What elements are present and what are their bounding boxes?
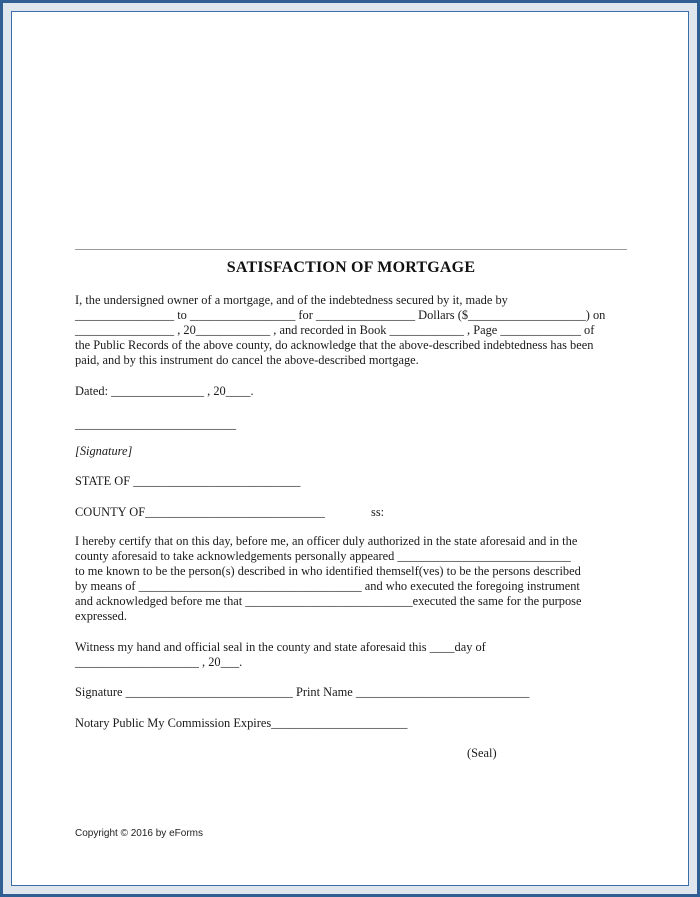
paragraph1-line: paid, and by this instrument do cancel the above-described mortgage. [75, 353, 419, 367]
paragraph2-line: by means of ____________________________________ and who executed the foregoing instrument [75, 579, 580, 593]
paragraph1-line: the Public Records of the above county, do acknowledge that the above-described indebtedness has been [75, 338, 594, 352]
paragraph2-line: I hereby certify that on this day, before me, an officer duly authorized in the state aforesaid and in the [75, 534, 578, 548]
paragraph1-line: ________________ , 20____________ , and recorded in Book ____________ , Page _____________ of [75, 323, 595, 337]
witness-line: Witness my hand and official seal in the county and state aforesaid this ____day of [75, 640, 486, 654]
copyright-notice: Copyright © 2016 by eForms [75, 828, 203, 839]
witness-line: ____________________ , 20___. [75, 655, 243, 669]
notary-line: Notary Public My Commission Expires______________________ [75, 716, 408, 730]
paragraph1-line: ________________ to _________________ for ________________ Dollars ($___________________) on [75, 308, 606, 322]
signature-label: [Signature] [75, 444, 133, 458]
seal-label: (Seal) [467, 746, 497, 760]
paragraph2-line: expressed. [75, 609, 127, 623]
dated-line: Dated: _______________ , 20____. [75, 384, 254, 398]
paragraph2-line: county aforesaid to take acknowledgements personally appeared ____________________________ [75, 549, 571, 563]
paragraph1-line: I, the undersigned owner of a mortgage, and of the indebtedness secured by it, made by [75, 293, 508, 307]
paragraph2-line: and acknowledged before me that ___________________________executed the same for the purpose [75, 594, 582, 608]
ss-label: ss: [371, 505, 385, 519]
document-page [12, 12, 688, 885]
state-line: STATE OF ___________________________ [75, 474, 301, 488]
county-line: COUNTY OF_____________________________ [75, 505, 325, 519]
signature-print-line: Signature ___________________________ Print Name ____________________________ [75, 685, 530, 699]
signature-line: __________________________ [75, 417, 237, 431]
paragraph2-line: to me known to be the person(s) described in who identified themself(ves) to be the persons described [75, 564, 581, 578]
top-divider [75, 249, 627, 250]
document-title: SATISFACTION OF MORTGAGE [226, 259, 476, 276]
